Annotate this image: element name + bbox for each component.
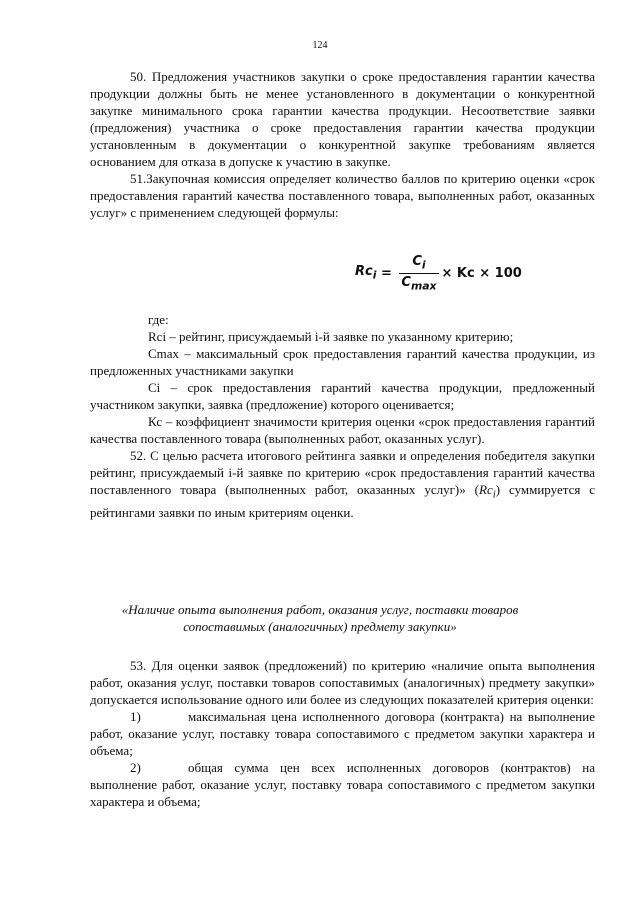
rating-formula <box>355 254 522 292</box>
heading-line-2: сопоставимых (аналогичных) предмету закупки» <box>183 619 457 634</box>
heading-line-1: «Наличие опыта выполнения работ, оказания услуг, поставки товаров <box>121 602 519 617</box>
text-block-definitions <box>90 311 595 521</box>
definition-rci: Rci – рейтинг, присуждаемый i-й заявке по указанному критерию; <box>148 329 514 344</box>
list-item-2-number: 2) <box>130 760 141 775</box>
paragraph-52: 52. С целью расчета итогового рейтинга заявки и определения победителя закупки рейтинг, присуждаемый i-й заявке по критерию «срок предоставления гарантий качества поставленного товара (выполненных работ, оказанных услуг)» $(Rc_i)$ суммируется с рейтингами заявки по иным критериям оценки. <box>90 448 596 520</box>
list-item-1-number: 1) <box>130 709 141 724</box>
page-number: 124 <box>312 40 328 51</box>
list-item-2-text: общая сумма цен всех исполненных договоров (контрактов) на выполнение работ, оказание услуг, поставку товара сопоставимого с предметом закупки характера и объема; <box>90 760 595 809</box>
paragraph-53: 53. Для оценки заявок (предложений) по критерию «наличие опыта выполнения работ, оказания услуг, поставки товаров сопоставимых (аналогичных) предмету закупки» допускается использование одного или более из следующих показателей критерия оценки: <box>90 658 595 707</box>
formula-rest: × Kc × 100 <box>441 265 522 281</box>
where-label: где: <box>148 312 169 327</box>
text-block-top <box>90 68 595 221</box>
paragraph-50: 50. Предложения участников закупки о сроке предоставления гарантии качества продукции должны быть не менее установленного в документации о конкурентной закупке минимального срока гарантии качества продукции. Несоответствие заявки (предложения) участника о сроке предоставления гарантии качества продукции установленным в документации о конкурентной закупке требованиям является основанием для отказа в допуске к участию в закупке. <box>90 69 595 169</box>
paragraph-51: 51.Закупочная комиссия определяет количество баллов по критерию оценки «срок предоставления гарантий качества поставленного товара, выполненных работ, оказанных услуг» с применением следующей формулы: <box>90 171 595 220</box>
list-item-1-text: максимальная цена исполненного договора (контракта) на выполнение работ, оказание услуг, поставку товара сопоставимого с предметом закупки характера и объема; <box>90 709 595 758</box>
text-block-bottom <box>90 657 595 810</box>
definition-kc: Кс – коэффициент значимости критерия оценки «срок предоставления гарантий качества поставленного товара (выполненных работ, оказанных услуг). <box>90 414 595 446</box>
formula-lhs: $Rc_i$ <box>355 264 377 282</box>
formula-equals: = <box>376 265 397 281</box>
formula-fraction: $\frac{C_i}{C_{max}}$ <box>401 254 437 293</box>
section-heading <box>60 601 580 635</box>
list-item-1 <box>90 708 595 759</box>
definition-ci: Ci – срок предоставления гарантий качества продукции, предложенный участником закупки, заявка (предложение) которого оценивается; <box>90 380 595 412</box>
list-item-2 <box>90 759 595 810</box>
definition-cmax: Cmax – максимальный срок предоставления гарантий качества продукции, из предложенных участниками закупки <box>90 346 595 378</box>
